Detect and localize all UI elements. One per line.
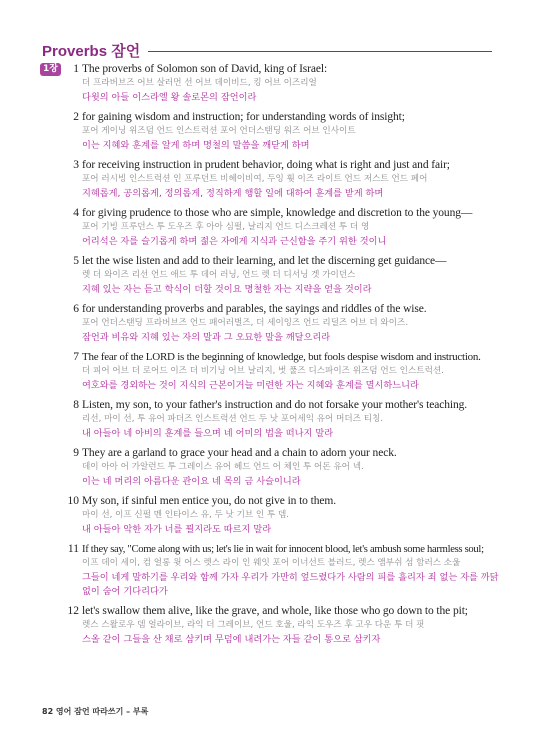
verse-english: let's swallow them alive, like the grave, and whole, like those who go down to the pit; [82,605,468,617]
verse-number: 2 [73,111,79,123]
verse-korean: 이는 네 머리의 아름다운 관이요 네 목의 금 사슬이니라 [82,475,301,487]
verse-pronunciation: 렛스 스왈로우 뎀 얼라이브, 라익 더 그레이브, 언드 호울, 라익 도우즈 후 고우 다운 투 더 핏 [82,620,425,630]
verse-english: Listen, my son, to your father's instruction and do not forsake your mother's teaching. [82,399,468,411]
verse-pronunciation: 더 프라버브즈 어브 살러먼 선 어브 데이비드, 킹 어브 이즈리얼 [82,78,317,88]
verse-1 [40,62,510,105]
verse-english: The fear of the LORD is the beginning of knowledge, but fools despise wisdom and instruction. [82,351,481,363]
verse-korean: 어리석은 자를 슬기롭게 하며 젊은 자에게 지식과 근신함을 주기 위한 것이니 [82,235,387,247]
verse-number: 1 [73,63,79,75]
verse-pronunciation: 리선, 마이 선, 투 유어 파더즈 인스트럭션 언드 두 낫 포어세익 유어 머더즈 티칭. [82,414,384,424]
verse-number: 6 [73,303,79,315]
verse-number: 7 [73,351,79,363]
verse-english: My son, if sinful men entice you, do not give in to them. [82,495,336,507]
verse-number: 9 [73,447,79,459]
verse-pronunciation: 이프 데이 세이, 컴 얼롱 윗 어스 렛스 라이 인 웨잇 포어 이너선트 블러드, 렛스 앰부쉬 섬 함러스 소울 [82,558,461,568]
verse-korean: 내 아들아 네 아비의 훈계를 들으며 네 어미의 법을 떠나지 말라 [82,427,334,439]
verse-korean: 다윗의 아들 이스라엘 왕 솔로몬의 잠언이라 [82,91,257,103]
page-title: Proverbs 잠언 [42,42,141,60]
verse-11 [40,542,510,599]
verse-7 [40,350,510,393]
verse-korean: 이는 지혜와 훈계를 알게 하며 명철의 말씀을 깨닫게 하며 [82,139,310,151]
verse-korean: 그들이 네게 말하기를 우리와 함께 가자 우리가 가만히 엎드렸다가 사람의 피를 흘리자 죄 없는 자를 까닭 없이 숨어 기다리다가 [82,571,499,597]
verse-korean: 지혜 있는 자는 듣고 학식이 더할 것이요 명철한 자는 지략을 얻을 것이라 [82,283,372,295]
verse-number: 10 [67,495,79,507]
verse-number: 4 [73,207,79,219]
verse-12 [40,604,510,647]
verse-pronunciation: 포어 러시빙 인스트럭션 인 프루던트 비헤이비여, 두잉 휫 이즈 라이트 언드 저스트 언드 페어 [82,174,428,184]
verse-2 [40,110,510,153]
verse-pronunciation: 포어 기빙 프루던스 투 도우즈 후 아아 심펄, 날리지 언드 디스크레션 투 더 영 [82,222,370,232]
verse-number: 11 [67,543,79,555]
verse-english: let the wise listen and add to their learning, and let the discerning get guidance— [82,255,447,267]
verse-pronunciation: 마이 선, 이프 신펄 멘 인타이스 유, 두 낫 기브 인 투 뎀. [82,510,290,520]
verse-list [40,62,510,652]
page-header [42,40,492,60]
verse-number: 8 [73,399,79,411]
verse-korean: 여호와를 경외하는 것이 지식의 근본이거늘 미련한 자는 지혜와 훈계를 멸시하느니라 [82,379,419,391]
verse-pronunciation: 포어 게이닝 위즈덤 언드 인스트럭션 포어 언더스탠딩 워즈 어브 인사이트 [82,126,356,136]
verse-pronunciation: 렛 더 와이즈 리선 언드 애드 투 데어 러닝, 언드 렛 더 디서닝 겟 가이던스 [82,270,356,280]
verse-number: 12 [67,605,79,617]
verse-english: for understanding proverbs and parables, the sayings and riddles of the wise. [82,303,427,315]
verse-english: for gaining wisdom and instruction; for understanding words of insight; [82,111,405,123]
verse-6 [40,302,510,345]
verse-8 [40,398,510,441]
verse-english: for giving prudence to those who are simple, knowledge and discretion to the young— [82,207,473,219]
header-rule [148,51,492,52]
verse-english: They are a garland to grace your head and a chain to adorn your neck. [82,447,397,459]
chapter-badge: 1장 [40,63,61,76]
verse-english: for receiving instruction in prudent behavior, doing what is right and just and fair; [82,159,450,171]
verse-pronunciation: 더 피어 어브 더 로어드 이즈 더 비기닝 어브 날리지, 벗 풀즈 디스파이즈 위즈덤 언드 인스트럭션. [82,366,444,376]
verse-number: 3 [73,159,79,171]
verse-korean: 지혜롭게, 공의롭게, 정의롭게, 정직하게 행할 일에 대하여 훈계를 받게 하며 [82,187,384,199]
verse-pronunciation: 데이 아아 어 가알런드 투 그레이스 유어 헤드 언드 어 체인 투 어돈 유어 넥. [82,462,364,472]
verse-english: If they say, "Come along with us; let's lie in wait for innocent blood, let's ambush some harmless soul; [82,544,484,555]
verse-9 [40,446,510,489]
verse-korean: 잠언과 비유와 지혜 있는 자의 말과 그 오묘한 말을 깨달으리라 [82,331,331,343]
verse-korean: 내 아들아 악한 자가 너를 꾈지라도 따르지 말라 [82,523,272,535]
verse-4 [40,206,510,249]
verse-english: The proverbs of Solomon son of David, king of Israel: [82,63,328,75]
page-footer: 82 영어 잠언 따라쓰기 – 부록 [42,707,149,716]
verse-5 [40,254,510,297]
verse-10 [40,494,510,537]
verse-3 [40,158,510,201]
verse-pronunciation: 포어 언더스탠딩 프라버브즈 언드 패어러벌즈, 더 세이잉즈 언드 리덜즈 어브 더 와이즈. [82,318,409,328]
verse-korean: 스올 같이 그들을 산 채로 삼키며 무덤에 내려가는 자들 같이 통으로 삼키자 [82,633,381,645]
verse-number: 5 [73,255,79,267]
